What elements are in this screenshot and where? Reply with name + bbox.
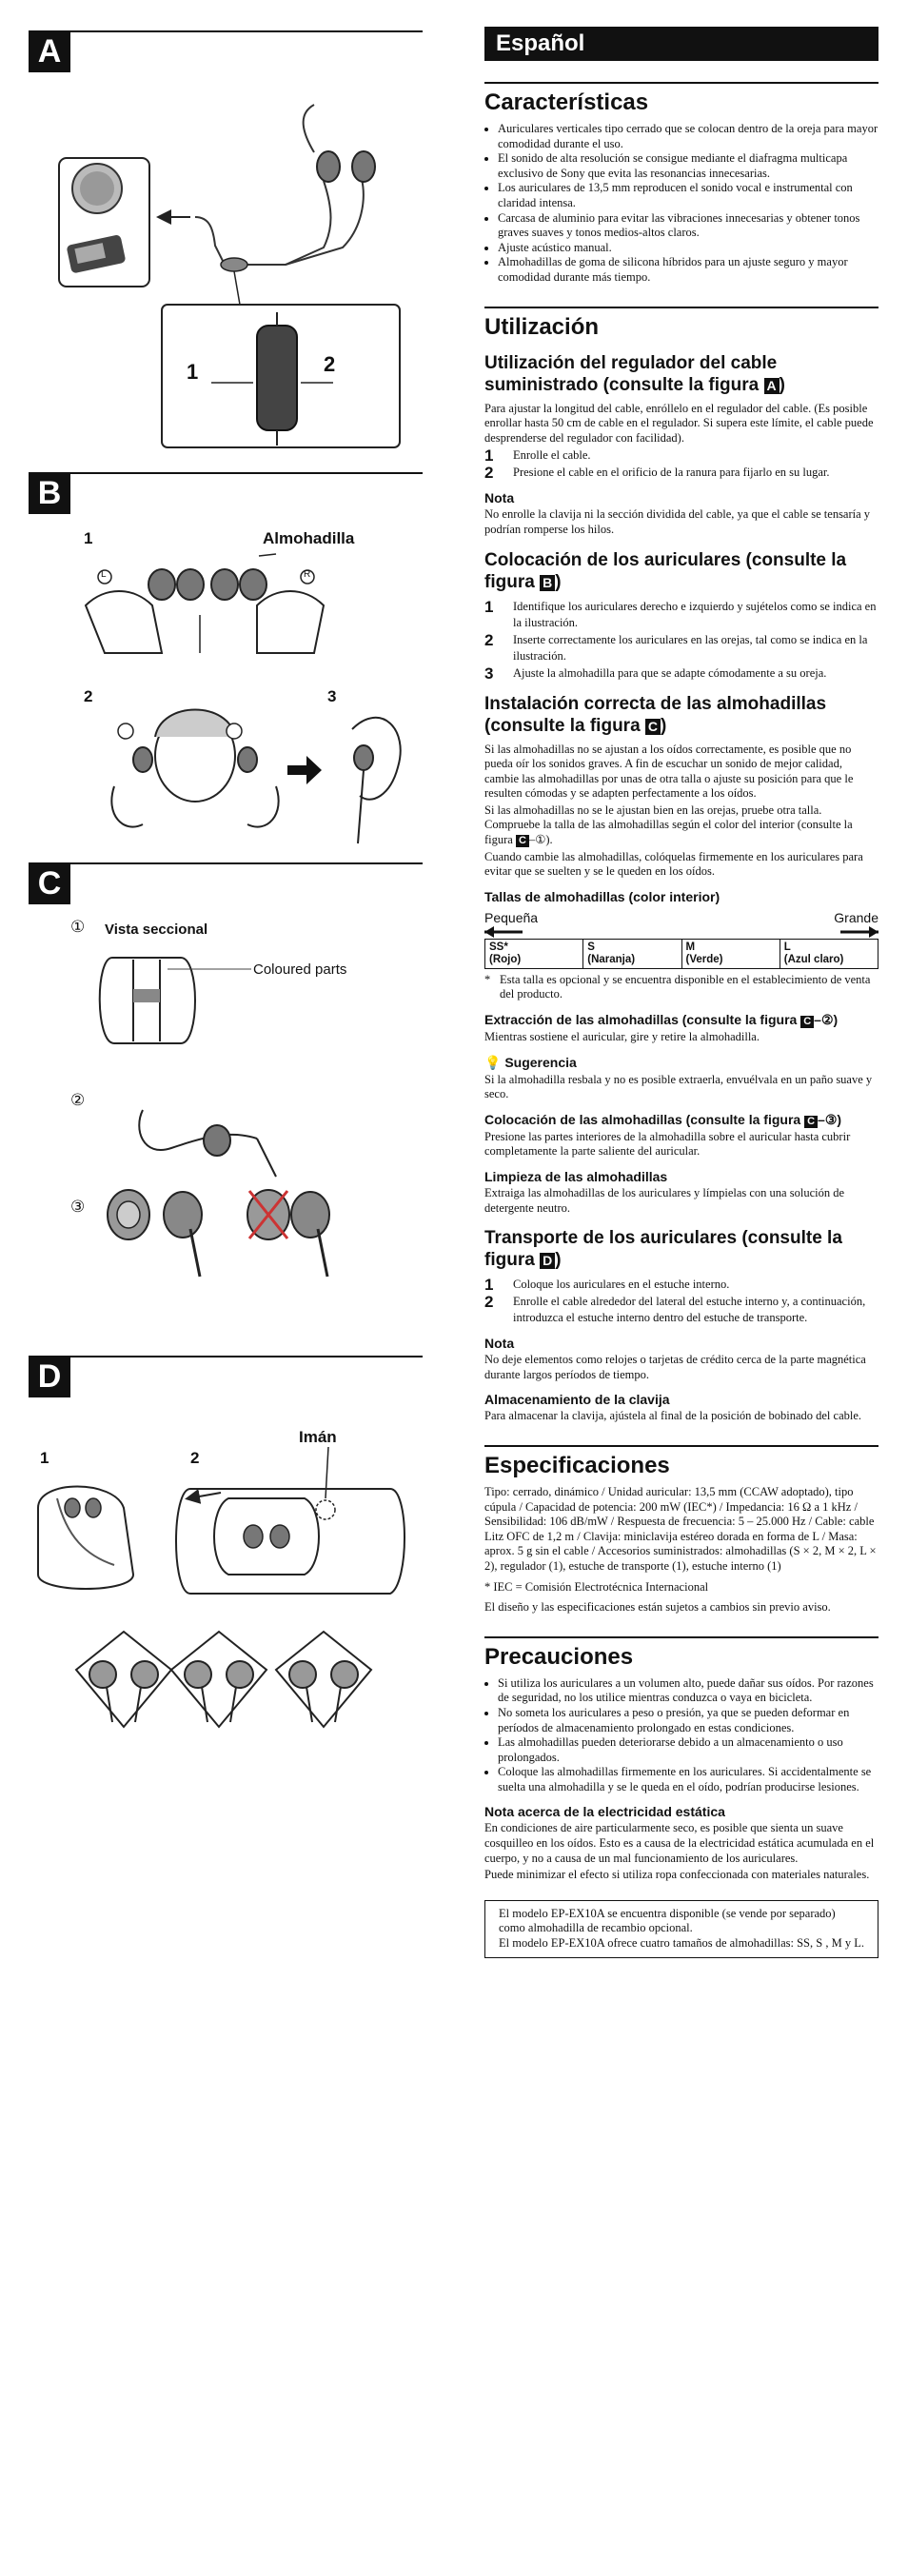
step-item: 2 Presione el cable en el orificio de la ranura para fijarlo en su lugar. (484, 464, 830, 483)
list-item: • Las almohadillas pueden deteriorarse debido a un almacenamiento o uso prolongados. (498, 1735, 878, 1765)
note-text: No enrolle la clavija ni la sección dividida del cable, ya que el cable se tensaría y podrían romperse los hilos. (484, 507, 871, 536)
eartip-install-text-1: Si las almohadillas no se ajustan a los oídos correctamente, es posible que no pueda oír los sonidos graves. A fin de escuchar un sonido de mejor calidad, cambie las almohadillas por unas de otra talla o ajuste su posición para que le resulten cómodas y se adapten perfectamente a los oídos. (484, 742, 854, 801)
list-item: • Coloque las almohadillas firmemente en los auriculares. Si accidentalmente se suelta una almohadilla y se le queda en el oído, podrían producirse lesiones. (498, 1765, 878, 1794)
case-view-2 (171, 1632, 266, 1727)
specs-heading: Especificaciones (484, 1445, 878, 1479)
specs-footnote: * IEC = Comisión Electrotécnica Internacional (484, 1579, 709, 1594)
figure-c-step-3: ③ (70, 1198, 86, 1216)
figure-ref-a: A (764, 378, 780, 394)
transport-heading: Transporte de los auriculares (consulte la figura D ) (484, 1228, 842, 1271)
removal-heading: Extracción de las almohadillas (consulte la figura C –②) (484, 1012, 839, 1028)
eartip-install-text-2: Si las almohadillas no se le ajustan bien en las orejas, pruebe otra talla. Compruebe la talla de las almohadillas según el color del interior (consulte la figura C –①). (484, 803, 853, 847)
specs-text: Tipo: cerrado, dinámico / Unidad auricular: 13,5 mm (CCAW adoptado), tipo cúpula / Capacidad de potencia: 200 mW (IEC*) / Impedancia: 16 Ω a 1 kHz / Sensibilidad: 106 dB/mW / Respuesta de frecuencia: 5 – 25.000 Hz / Cable: cable Litz OFC de 1,2 m / Clavija: miniclavija estéreo dorada en forma de L / Masa: aprox. 5 g sin el cable / Accesorios suministrados: almohadillas (S × 2, M × 2, L × 2), regulador (1), estuche de transporte (1), estuche interno (1) (484, 1484, 877, 1573)
figure-a-label-1: 1 (187, 360, 199, 384)
figure-b (0, 472, 438, 853)
list-item: • No someta los auriculares a peso o presión, ya que se pueden deformar en períodos de almacenamiento prolongado en estas condiciones. (498, 1706, 878, 1735)
size-cell: SS* (Rojo) (485, 940, 583, 968)
figure-d-letter: D (29, 1356, 70, 1397)
figure-ref-c: C (645, 719, 661, 735)
figure-c (0, 862, 438, 1300)
figure-b-left-mark: L (101, 569, 107, 580)
eartip-illustration (0, 901, 438, 1300)
list-item: • Carcasa de aluminio para evitar las vibraciones innecesarias y obtener tonos graves suaves y tonos medios-altos claros. (498, 211, 878, 241)
step-item: 1 Enrolle el cable. (484, 446, 591, 466)
note-heading: Nota (484, 1336, 515, 1352)
figure-a-letter: A (29, 30, 70, 72)
plug-storage-heading: Almacenamiento de la clavija (484, 1392, 670, 1408)
static-text-1: En condiciones de aire particularmente seco, es posible que sienta un suave cosquilleo en los oídos. Esto es a causa de la electricidad estática acumulada en el cuerpo, y no a causa de un mal funcionamiento de los auriculares. (484, 1821, 875, 1865)
figure-b-right-mark: R (304, 569, 311, 580)
figure-a (0, 30, 438, 449)
size-cell: S (Naranja) (583, 940, 681, 968)
replacement-text-1: El modelo EP-EX10A se encuentra disponible (se vende por separado) como almohadilla de recambio opcional. (499, 1906, 836, 1935)
figure-d-step-2: 2 (190, 1449, 200, 1467)
precautions-heading: Precauciones (484, 1636, 878, 1671)
eartip-install-heading: Instalación correcta de las almohadillas (consulte la figura C ) (484, 693, 827, 736)
text-column (484, 27, 878, 1958)
note-heading: Nota (484, 490, 515, 506)
figure-d (0, 1356, 438, 1832)
removal-text: Mientras sostiene el auricular, gire y retire la almohadilla. (484, 1030, 760, 1044)
list-item: • Los auriculares de 13,5 mm reproducen el sonido vocal e instrumental con claridad intensa. (498, 181, 878, 210)
figure-a-label-2: 2 (324, 352, 336, 376)
list-item: • Ajuste acústico manual. (498, 241, 878, 256)
figure-c-section-view-label: Vista seccional (105, 921, 208, 938)
static-text-2: Puede minimizar el efecto si utiliza ropa confeccionada con materiales naturales. (484, 1868, 870, 1882)
figure-c-step-2: ② (70, 1091, 86, 1109)
usage-heading: Utilización (484, 307, 878, 341)
step-item: 3 Ajuste la almohadilla para que se adapte cómodamente a su oreja. (484, 664, 827, 683)
figure-c-letter: C (29, 862, 70, 904)
figure-ref-b: B (540, 575, 555, 591)
figure-d-magnet-label: Imán (299, 1428, 337, 1446)
cleaning-heading: Limpieza de las almohadillas (484, 1169, 668, 1184)
features-heading: Características (484, 82, 878, 116)
cleaning-text: Extraiga las almohadillas de los auriculares y límpielas con una solución de detergente neutro. (484, 1186, 845, 1215)
size-arrows-icon (484, 926, 878, 938)
figure-b-step-2: 2 (84, 687, 93, 705)
note-text: No deje elementos como relojes o tarjetas de crédito cerca de la parte magnética durante largos períodos de tiempo. (484, 1353, 866, 1381)
size-footnote: * Esta talla es opcional y se encuentra disponible en el establecimiento de venta del producto. (484, 972, 871, 1001)
size-cell: L (Azul claro) (783, 941, 844, 965)
case-view-1 (76, 1632, 171, 1727)
list-item: • Auriculares verticales tipo cerrado que se colocan dentro de la oreja para mayor comodidad durante el uso. (498, 122, 878, 151)
attach-heading: Colocación de las almohadillas (consulte la figura C –③) (484, 1111, 842, 1127)
placement-heading: Colocación de los auriculares (consulte la figura B ) (484, 549, 847, 592)
figure-b-step-1: 1 (84, 529, 93, 547)
step-item: 2 Inserte correctamente los auriculares en las orejas, tal como se indica en la ilustración. (484, 630, 868, 663)
specs-disclaimer: El diseño y las especificaciones están sujetos a cambios sin previo aviso. (484, 1600, 831, 1615)
replacement-text-2: El modelo EP-EX10A ofrece cuatro tamaños de almohadillas: SS, S , M y L. (499, 1936, 864, 1951)
tip-heading: 💡 Sugerencia (484, 1054, 577, 1070)
figures-column (0, 0, 438, 2576)
attach-text: Presione las partes interiores de la almohadilla sobre el auricular hasta cubrir completamente la parte saliente del auricular. (484, 1129, 851, 1159)
size-small-label: Pequeña (484, 909, 539, 925)
step-item: 1 Coloque los auriculares en el estuche interno. (484, 1276, 730, 1295)
step-item: 2 Enrolle el cable alrededor del lateral del estuche interno y, a continuación, introduzca el estuche interno dentro del estuche de transporte. (484, 1293, 866, 1325)
figure-b-letter: B (29, 472, 70, 514)
figure-b-step-3: 3 (327, 687, 337, 705)
figure-c-coloured-parts-label: Coloured parts (253, 961, 347, 978)
lightbulb-icon: 💡 (484, 1054, 502, 1070)
replacement-note-box (484, 1900, 878, 1958)
figure-b-earbud-label: Almohadilla (263, 529, 355, 547)
size-cell: M (Verde) (682, 940, 780, 968)
features-list (484, 122, 878, 286)
list-item: • Almohadillas de goma de silicona híbridos para un ajuste seguro y mayor comodidad durante más tiempo. (498, 255, 878, 285)
step-item: 1 Identifique los auriculares derecho e izquierdo y sujételos como se indica en la ilustración. (484, 597, 877, 629)
case-view-3 (276, 1632, 371, 1727)
list-item: • Si utiliza los auriculares a un volumen alto, puede dañar sus oídos. Por razones de seguridad, no los utilice mientras conduzca o vaya en bicicleta. (498, 1676, 878, 1706)
earbud-insertion-illustration (0, 510, 438, 853)
carrying-case-illustration (0, 1394, 438, 1832)
cable-adjuster-illustration (0, 76, 438, 457)
list-item: • El sonido de alta resolución se consigue mediante el diafragma multicapa exclusivo de Sony que evita las resonancias innecesarias. (498, 151, 878, 181)
eartip-install-text-3: Cuando cambie las almohadillas, colóquelas firmemente en los auriculares para evitar que se suelten y se le queden en los oídos. (484, 849, 863, 879)
figure-c-step-1: ① (70, 918, 86, 936)
static-heading: Nota acerca de la electricidad estática (484, 1804, 725, 1820)
size-table (484, 939, 878, 969)
figure-ref-d: D (540, 1253, 555, 1269)
cable-adjuster-heading: Utilización del regulador del cable suministrado (consulte la figura A ) (484, 352, 785, 395)
figure-d-step-1: 1 (40, 1449, 49, 1467)
cable-adjuster-text: Para ajustar la longitud del cable, enróllelo en el regulador del cable. (Es posible enrollar hasta 50 cm de cable en el regulador. Si supera este límite, el cable puede desprenderse del regulador con facilidad). (484, 401, 874, 445)
size-chart (484, 910, 878, 969)
sizes-heading: Tallas de almohadillas (color interior) (484, 888, 720, 904)
tip-text: Si la almohadilla resbala y no es posible extraerla, envuélvala en un paño suave y seco. (484, 1072, 873, 1101)
size-large-label: Grande (834, 909, 878, 925)
plug-storage-text: Para almacenar la clavija, ajústela al final de la posición de bobinado del cable. (484, 1409, 862, 1423)
language-header: Español (484, 27, 878, 61)
precautions-list (484, 1676, 878, 1795)
